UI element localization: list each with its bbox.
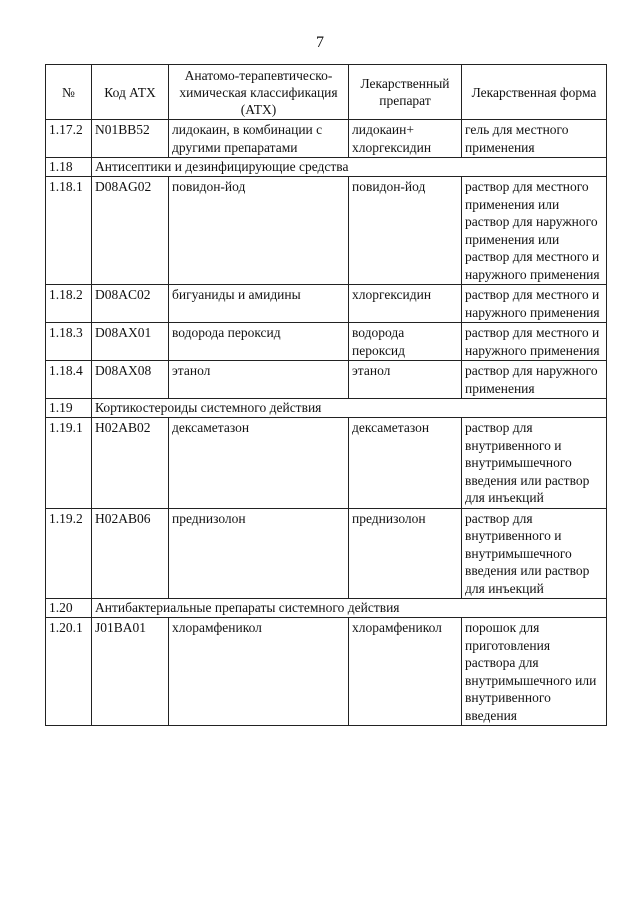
atc-code: D08AG02 xyxy=(92,177,169,285)
atc-code: H02AB02 xyxy=(92,418,169,509)
row-number: 1.17.2 xyxy=(46,120,92,158)
atc-classification: этанол xyxy=(169,361,349,399)
drug-name: лидокаин+ хлоргексидин xyxy=(349,120,462,158)
drug-name: дексаметазон xyxy=(349,418,462,509)
header-dosage-form: Лекарственная форма xyxy=(462,65,607,120)
section-title: Антибактериальные препараты системного действия xyxy=(92,599,607,618)
header-atc-code: Код АТХ xyxy=(92,65,169,120)
header-num: № xyxy=(46,65,92,120)
row-number: 1.19.1 xyxy=(46,418,92,509)
page-number: 7 xyxy=(316,34,324,51)
table-row xyxy=(46,361,607,399)
row-number: 1.20.1 xyxy=(46,618,92,726)
atc-classification: дексаметазон xyxy=(169,418,349,509)
drug-name: водорода пероксид xyxy=(349,323,462,361)
table-row xyxy=(46,120,607,158)
atc-code: N01BB52 xyxy=(92,120,169,158)
drug-name: хлорамфеникол xyxy=(349,618,462,726)
atc-classification: бигуаниды и амидины xyxy=(169,285,349,323)
table-body xyxy=(46,120,607,726)
row-number: 1.18.4 xyxy=(46,361,92,399)
atc-code: D08AX08 xyxy=(92,361,169,399)
row-number: 1.19.2 xyxy=(46,508,92,599)
atc-classification: преднизолон xyxy=(169,508,349,599)
table-row xyxy=(46,618,607,726)
dosage-form: раствор для внутривенного и внутримышечного введения или раствор для инъекций xyxy=(462,418,607,509)
atc-code: J01BA01 xyxy=(92,618,169,726)
row-number: 1.18.3 xyxy=(46,323,92,361)
atc-classification: водорода пероксид xyxy=(169,323,349,361)
medicines-table xyxy=(45,64,607,726)
section-number: 1.18 xyxy=(46,158,92,177)
atc-classification: лидокаин, в комбинации с другими препаратами xyxy=(169,120,349,158)
section-number: 1.19 xyxy=(46,399,92,418)
dosage-form: гель для местного применения xyxy=(462,120,607,158)
section-title: Антисептики и дезинфицирующие средства xyxy=(92,158,607,177)
drug-name: этанол xyxy=(349,361,462,399)
table-row xyxy=(46,418,607,509)
table-row xyxy=(46,323,607,361)
section-row xyxy=(46,599,607,618)
table-row xyxy=(46,285,607,323)
section-title: Кортикостероиды системного действия xyxy=(92,399,607,418)
dosage-form: раствор для наружного применения xyxy=(462,361,607,399)
dosage-form: раствор для местного применения или раствор для наружного применения или раствор для местного и наружного применения xyxy=(462,177,607,285)
atc-code: H02AB06 xyxy=(92,508,169,599)
dosage-form: раствор для внутривенного и внутримышечного введения или раствор для инъекций xyxy=(462,508,607,599)
section-row xyxy=(46,399,607,418)
header-atc-classification: Анатомо-терапевтическо-химическая классификация (АТХ) xyxy=(169,65,349,120)
table-row xyxy=(46,177,607,285)
dosage-form: порошок для приготовления раствора для внутримышечного или внутривенного введения xyxy=(462,618,607,726)
section-number: 1.20 xyxy=(46,599,92,618)
atc-code: D08AX01 xyxy=(92,323,169,361)
drug-name: преднизолон xyxy=(349,508,462,599)
dosage-form: раствор для местного и наружного применения xyxy=(462,323,607,361)
atc-code: D08AC02 xyxy=(92,285,169,323)
drug-name: повидон-йод xyxy=(349,177,462,285)
table-row xyxy=(46,508,607,599)
drug-name: хлоргексидин xyxy=(349,285,462,323)
section-row xyxy=(46,158,607,177)
header-drug: Лекарственный препарат xyxy=(349,65,462,120)
row-number: 1.18.1 xyxy=(46,177,92,285)
row-number: 1.18.2 xyxy=(46,285,92,323)
atc-classification: хлорамфеникол xyxy=(169,618,349,726)
atc-classification: повидон-йод xyxy=(169,177,349,285)
dosage-form: раствор для местного и наружного применения xyxy=(462,285,607,323)
table-header-row xyxy=(46,65,607,120)
